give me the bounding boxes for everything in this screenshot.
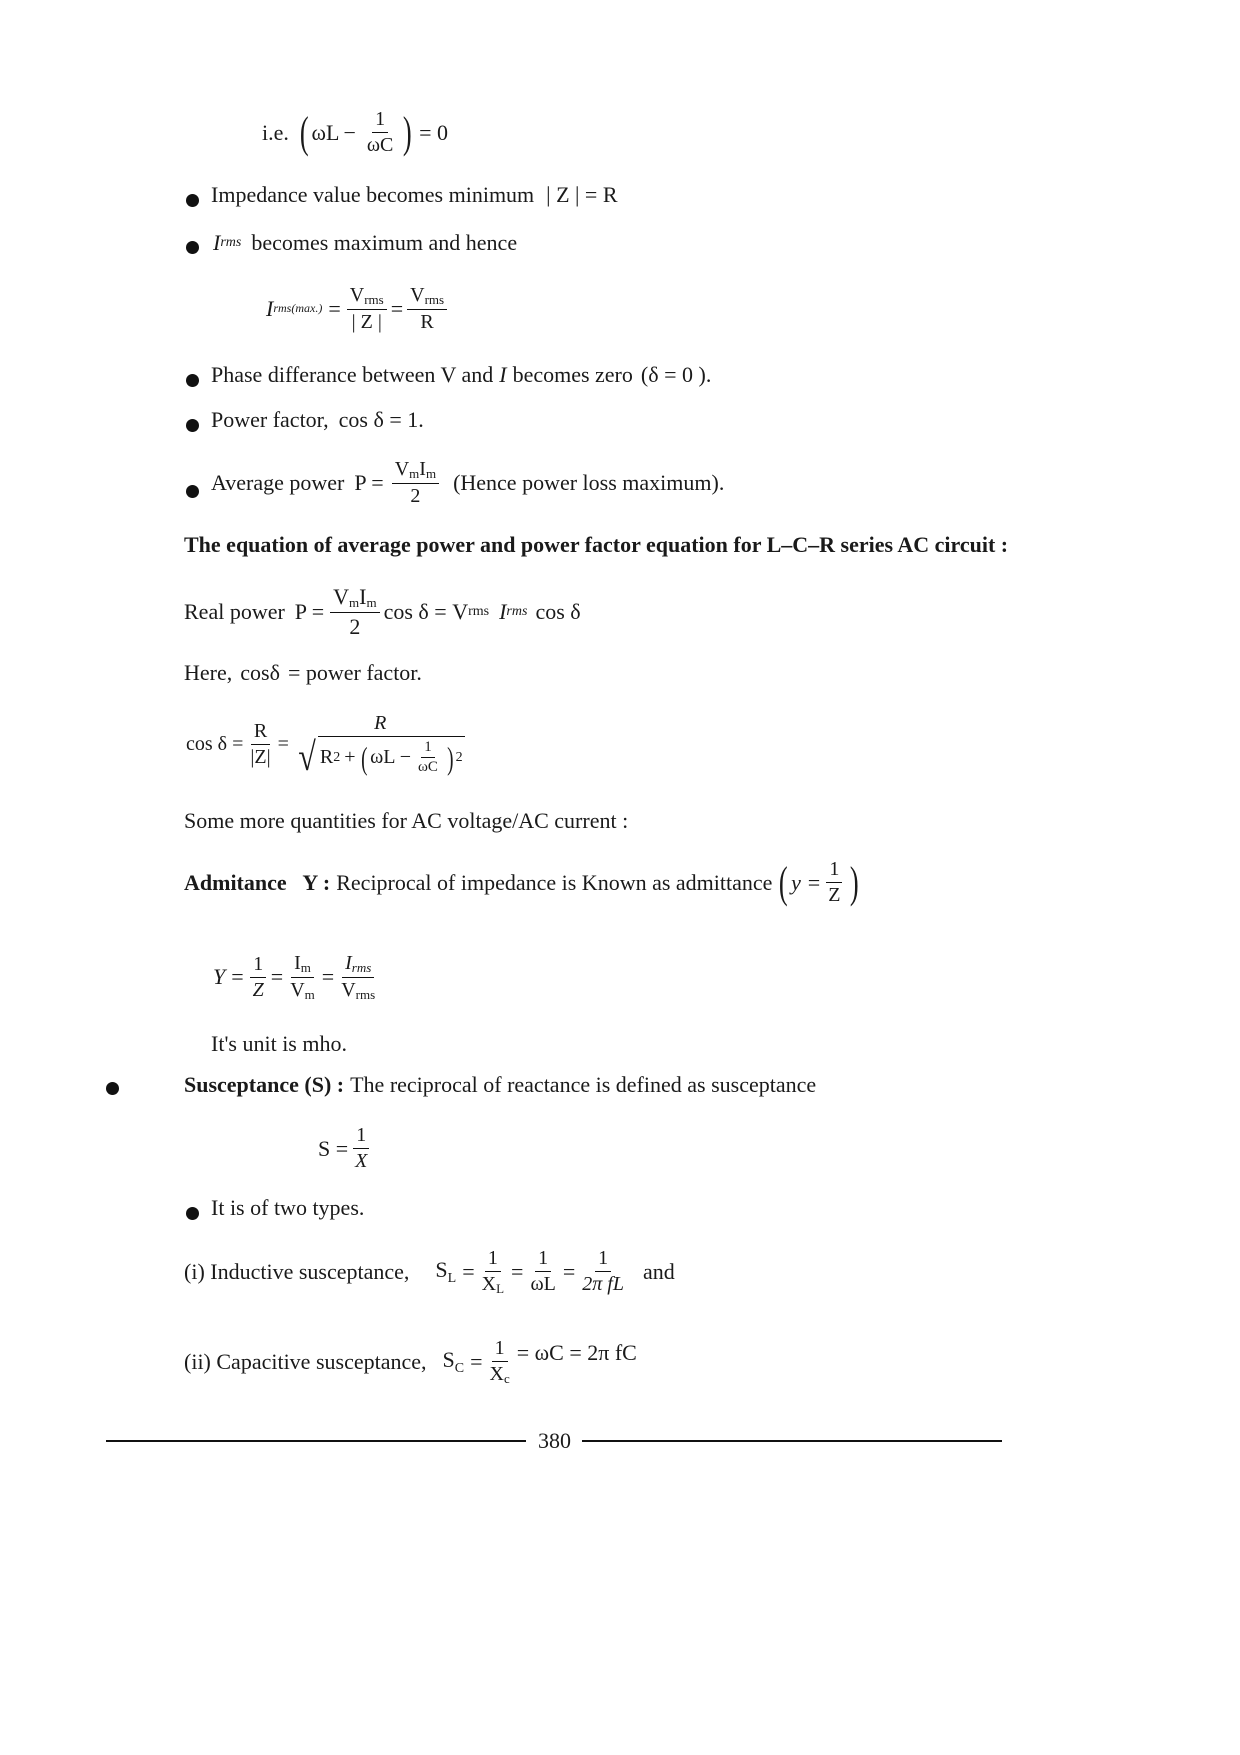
page-number: 380 <box>538 1428 571 1453</box>
admittance-line: Admitance Y : Reciprocal of impedance is Known as admittance ( y = $\frac{1}{Z}$ ) <box>184 857 860 907</box>
bullet-icon <box>186 194 199 207</box>
susceptance-line: Susceptance (S) : The reciprocal of reactance is defined as susceptance <box>184 1072 817 1097</box>
real-power-equation: Real power P = $\frac{\text{VmIm}}{2}$ cos δ = V rms I rms cos δ <box>184 584 581 639</box>
capacitive-susceptance-equation: (ii) Capacitive susceptance, $S_C$ = $\frac{1}{Xc}$ = ωC = 2π fC <box>184 1337 637 1386</box>
one-over-omega-c: $\frac{1}{\omega C}$ <box>366 108 394 156</box>
omega-l: ωL <box>311 119 340 145</box>
square-root: √ R 2 + ( ωL − $\frac{1}{\omega C}$ ) 2 <box>298 733 463 779</box>
resonance-condition <box>262 108 448 157</box>
equals-zero: = 0 <box>419 119 448 145</box>
average-power-line: Average power P = $\frac{\text{VmIm}}{2}$ (Hence power loss maximum). <box>211 458 725 507</box>
bullet-icon <box>186 241 199 254</box>
footer-rule-left <box>106 1440 526 1442</box>
irms-max-equation: I rms(max.) = $\frac{\text{Vrms}}{| Z |}$ = $\frac{\text{Vrms}}{R}$ <box>266 284 451 334</box>
ie-label: i.e. <box>262 119 289 145</box>
bullet-icon <box>186 1207 199 1220</box>
right-paren: ) <box>403 107 413 157</box>
more-quantities-text: Some more quantities for AC voltage/AC current : <box>184 808 629 833</box>
two-types-text: It is of two types. <box>211 1195 365 1220</box>
phase-line: Phase differance between V and I becomes zero (δ = 0 ). <box>211 362 712 387</box>
bullet-icon <box>186 374 199 387</box>
cos-delta-equation: cos δ = $\frac{R}{|Z|}$ = R √ R 2 + ( ωL − $\frac{1}{\omega C}$ ) 2 <box>186 712 463 779</box>
footer-rule-right <box>582 1440 1002 1442</box>
here-line: Here, cosδ = power factor. <box>184 660 422 685</box>
section-heading: The equation of average power and power factor equation for L–C–R series AC circuit : <box>184 532 1009 557</box>
inductive-susceptance-equation: (i) Inductive susceptance, $S_L$ = $\frac{1}{XL}$ = $\frac{1}{\omega L}$ = $\frac{1}{\text{2π fL}}$ and <box>184 1247 675 1296</box>
left-paren: ( <box>299 107 309 157</box>
bullet-icon <box>106 1082 119 1095</box>
unit-text: It's unit is mho. <box>211 1031 347 1056</box>
s-equation: S = $\frac{1}{X}$ <box>318 1124 368 1172</box>
bullet-icon <box>186 485 199 498</box>
irms-line: I rms becomes maximum and hence <box>213 230 518 255</box>
impedance-line: Impedance value becomes minimum | Z | = R <box>211 182 618 207</box>
minus-sign: − <box>343 119 356 145</box>
y-equation: Y = $\frac{1}{Z}$ = $\frac{Im}{Vm}$ = $\frac{\text{Irms}}{\text{Vrms}}$ <box>213 952 376 1002</box>
power-factor-line: Power factor, cos δ = 1. <box>211 407 424 432</box>
bullet-icon <box>186 419 199 432</box>
